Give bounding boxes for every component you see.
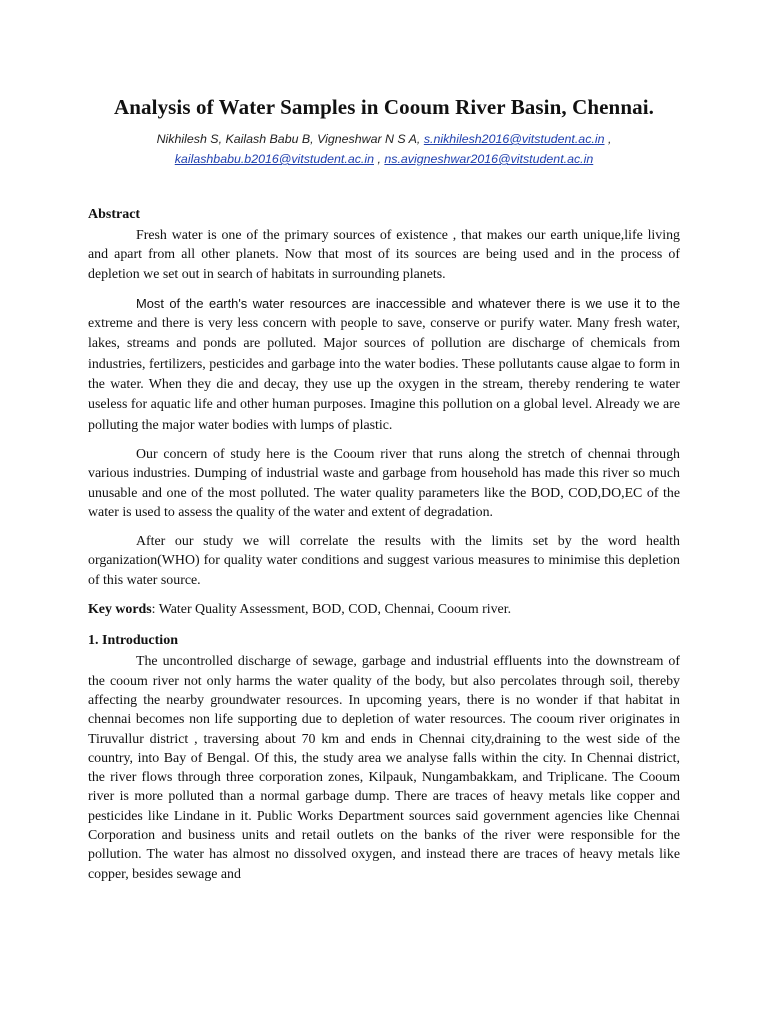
author-block (88, 129, 680, 169)
author-names: Nikhilesh S, Kailash Babu B, Vigneshwar N S A, (156, 132, 421, 146)
introduction-heading: 1. Introduction (88, 633, 178, 649)
abstract-paragraph-1: Fresh water is one of the primary sources of existence , that makes our earth unique,life living and apart from all other planets. Now that most of its sources are being used and in the process of depletion we set out in search of habitats in surrounding planets. (88, 228, 680, 282)
abstract-heading: Abstract (88, 207, 141, 222)
abstract-paragraph-4: After our study we will correlate the results with the limits set by the word health organization(WHO) for quality water conditions and suggest various measures to minimise this depletion of this water source. (88, 534, 680, 588)
keywords-line (88, 600, 680, 619)
author-line-1 (88, 129, 680, 149)
author-email-link-1[interactable]: s.nikhilesh2016@vitstudent.ac.in (423, 132, 605, 146)
author-line-2 (88, 149, 680, 169)
abstract-paragraph-2-rest: extreme and there is very less concern with people to save, conserve or purify water. Many fresh water, lakes, streams and ponds are polluted. Major sources of pollution are discharge of chemicals from industries, fertilizers, pesticides and garbage into the water bodies. These pollutants cause algae to form in the water. When they die and decay, they use up the oxygen in the stream, thereby rendering te water useless for aquatic life and other human purposes. Imagine this pollution on a global level. Already we are polluting the major water bodies with lumps of plastic. (88, 316, 680, 433)
author-separator-2: , (377, 152, 381, 166)
keywords-label: Key words (88, 602, 152, 618)
introduction-paragraph-1: The uncontrolled discharge of sewage, garbage and industrial effluents into the downstream of the cooum river not only harms the water quality of the body, but also percolates through soil, thereby affecting the nearby groundwater resources. In upcoming years, there is no wonder if that habitat in chennai becomes non life supporting due to depletion of water resources. The cooum river originates in Tiruvallur district , traversing about 70 km and ends in Chennai city,draining to the west side of the country, into Bay of Bengal. Of this, the study area we analyse falls within the city. In Chennai district, the river flows through three corporation zones, Kilpauk, Nungambakkam, and Triplicane. The Cooum river is more polluted than a normal garbage dump. There are traces of heavy metals like copper and pesticides like Lindane in it. Public Works Department sources said government agencies like Chennai Corporation and business units and retail outlets on the banks of the river were responsible for the pollution. The water has almost no dissolved oxygen, and instead there are traces of heavy metals like copper, besides sewage and (88, 654, 680, 882)
author-email-link-3[interactable]: ns.avigneshwar2016@vitstudent.ac.in (384, 152, 594, 166)
author-separator-1: , (607, 132, 612, 146)
abstract-paragraph-2 (88, 294, 680, 435)
abstract-paragraph-3: Our concern of study here is the Cooum river that runs along the stretch of chennai through various industries. Dumping of industrial waste and garbage from household has made this river so much unusable and one of the most polluted. The water quality parameters like the BOD, COD,DO,EC of the water is used to assess the quality of the water and extent of degradation. (88, 446, 680, 520)
author-email-link-2[interactable]: kailashbabu.b2016@vitstudent.ac.in (174, 152, 374, 166)
paper-title: Analysis of Water Samples in Cooum River Basin, Chennai. (113, 95, 654, 119)
keywords-text: : Water Quality Assessment, BOD, COD, Chennai, Cooum river. (151, 602, 512, 618)
abstract-paragraph-2-lead: Most of the earth's water resources are inaccessible and whatever there is we use it to the (136, 295, 680, 311)
